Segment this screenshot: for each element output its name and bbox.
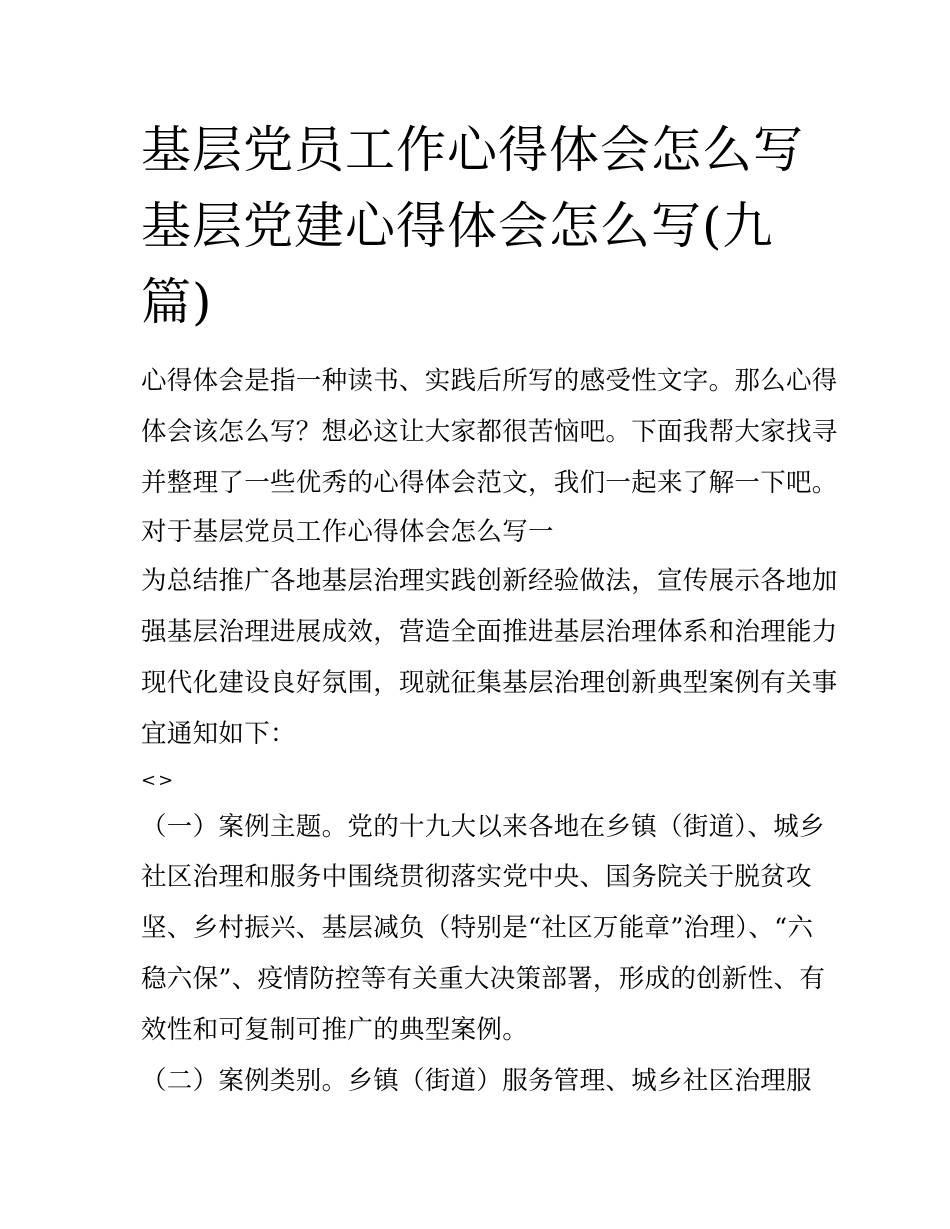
document-title [141, 112, 811, 340]
text-line: 稳六保”、疫情防控等有关重大决策部署，形成的创新性、有 [141, 963, 826, 994]
text-line: 效性和可复制可推广的典型案例。 [141, 1014, 529, 1045]
text-line: 为总结推广各地基层治理实践创新经验做法，宣传展示各地加 [141, 566, 838, 597]
text-line: 心得体会是指一种读书、实践后所写的感受性文字。那么心得 [141, 366, 838, 396]
text-line: 并整理了一些优秀的心得体会范文，我们一起来了解一下吧。 [141, 467, 838, 498]
document-body [141, 356, 838, 1106]
text-line: （一）案例主题。党的十九大以来各地在乡镇（街道）、城乡 [141, 811, 825, 842]
title-line-1: 基层党员工作心得体会怎么写 [141, 121, 804, 179]
text-line: 宜通知如下： [141, 718, 296, 749]
text-line: 坚、乡村振兴、基层减负（特别是“社区万能章”治理）、“六 [141, 913, 814, 944]
text-line: 强基层治理进展成效，营造全面推进基层治理体系和治理能力 [141, 617, 838, 648]
title-line-3: 篇) [141, 273, 213, 331]
text-line: 体会该怎么写？想必这让大家都很苦恼吧。下面我帮大家找寻 [141, 416, 838, 447]
placeholder-mark: <> [141, 769, 176, 791]
title-line-2: 基层党建心得体会怎么写(九 [141, 197, 774, 255]
text-line: （二）案例类别。乡镇（街道）服务管理、城乡社区治理服 [141, 1065, 812, 1096]
text-line: 社区治理和服务中围绕贯彻落实党中央、国务院关于脱贫攻 [141, 862, 812, 893]
text-line: 现代化建设良好氛围，现就征集基层治理创新典型案例有关事 [141, 667, 838, 698]
section-heading: 对于基层党员工作心得体会怎么写一 [141, 517, 554, 548]
